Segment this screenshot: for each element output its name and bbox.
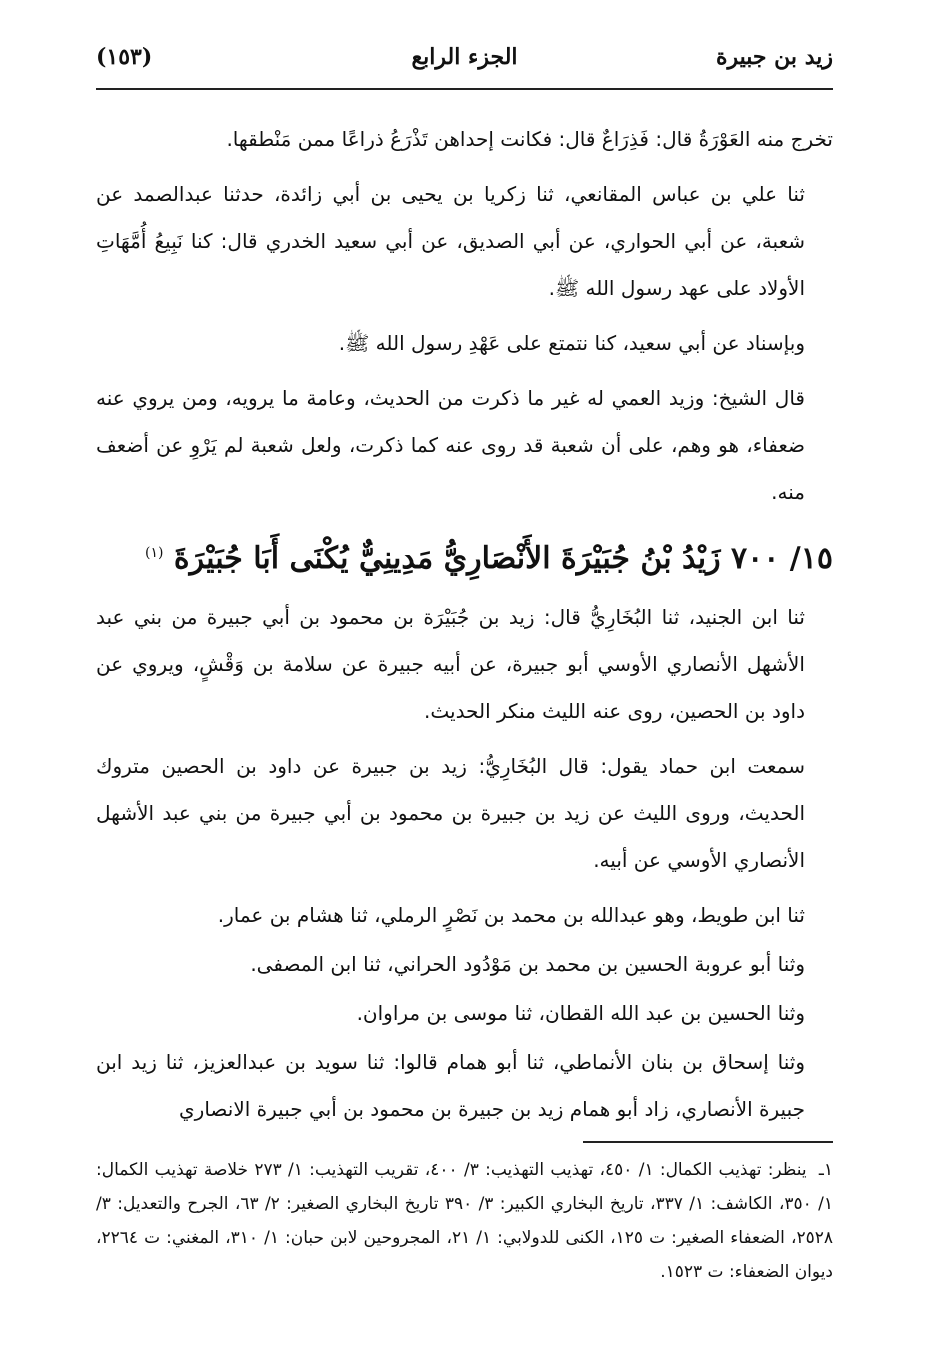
entry-heading-text: ١٥/ ٧٠٠ زَيْدُ بْنُ جُبَيْرَةَ الأَنْصَارِيُّ مَدِينِيٌّ يُكْنَى أَبَا جُبَيْرَةَ (173, 541, 833, 576)
footnote-divider (583, 1141, 833, 1143)
page-header (96, 34, 833, 80)
page-number: (١٥٣) (96, 44, 153, 70)
isnad-line-1: ثنا ابن طويط، وهو عبدالله بن محمد بن نَصْرٍ الرملي، ثنا هشام بن عمار. (217, 903, 805, 927)
footnote-marker: (١) (144, 545, 164, 561)
paragraph-3: وبإسناد عن أبي سعيد، كنا نتمتع على عَهْدِ رسول الله ﷺ. (338, 331, 805, 355)
footnote-text: ينظر: تهذيب الكمال: ١/ ٤٥٠، تهذيب التهذيب: ٣/ ٤٠٠، تقريب التهذيب: ١/ ٢٧٣ خلاصة تهذيب الكمال: ١/ ٣٥٠، الكاشف: ١/ ٣٣٧، تاريخ البخاري الكبير: ٣/ ٣٩٠ تاريخ البخاري الصغير: ٢/ ٦٣، الجرح والتعديل: ٣/ ٢٥٢٨، الضعفاء الصغير: ت ١٢٥، الكنى للدولابي: ١/ ٢١، المجروحين لابن حبان: ١/ ٣١٠، المغني: ت ٢٢٦٤، ديوان الضعفاء: ت ١٥٢٣. (96, 1160, 833, 1282)
paragraph-1: تخرج منه العَوْرَةُ قال: فَذِرَاعٌ قال: فكانت إحداهن تَذْرَعُ ذراعًا ممن مَنْطقها. (226, 127, 833, 151)
isnad-line-3: وثنا الحسين بن عبد الله القطان، ثنا موسى بن مراوان. (356, 1001, 805, 1025)
paragraph-4: قال الشيخ: وزيد العمي له غير ما ذكرت من الحديث، وعامة ما يرويه، ومن يروي عنه ضعفاء، هو وهم، على أن شعبة قد روى عنه كما ذكرت، ولعل شعبة لم يَرْوِ عن أضعف منه. (96, 386, 805, 504)
isnad-line-2: وثنا أبو عروبة الحسين بن محمد بن مَوْدُود الحراني، ثنا ابن المصفى. (250, 952, 805, 976)
paragraph-2: ثنا علي بن عباس المقانعي، ثنا زكريا بن يحيى بن أبي زائدة، حدثنا عبدالصمد عن شعبة، عن أبي الحواري، عن أبي الصديق، عن أبي سعيد الخدري قال: كنا نَبِيعُ أُمَّهَاتِ الأولاد على عهد رسول الله ﷺ. (96, 182, 805, 300)
entry-paragraph-1: ثنا ابن الجنيد، ثنا البُخَارِيُّ قال: زيد بن جُبَيْرَة بن محمود بن أبي جبيرة من بني عبد الأشهل الأنصاري الأوسي أبو جبيرة، عن أبيه جبيرة عن سلامة بن وَقْشٍ، ويروي عن داود بن الحصين، روى عنه الليث منكر الحديث. (96, 605, 805, 723)
entry-paragraph-2: سمعت ابن حماد يقول: قال البُخَارِيُّ: زيد بن جبيرة عن داود بن الحصين متروك الحديث، وروى الليث عن زيد بن جبيرة بن محمود بن أبي جبيرة من بني عبد الأشهل الأنصاري الأوسي عن أبيه. (96, 754, 805, 872)
running-title-center: الجزء الرابع (411, 44, 518, 70)
footnotes (96, 1153, 833, 1289)
running-title-right: زيد بن جبيرة (715, 44, 833, 70)
header-divider (96, 88, 833, 90)
entry-heading (96, 524, 833, 588)
footnote-number: ١ـ (818, 1160, 834, 1180)
final-paragraph: وثنا إسحاق بن بنان الأنماطي، ثنا أبو همام قالوا: ثنا سويد بن عبدالعزيز، ثنا زيد ابن جبيرة الأنصاري، زاد أبو همام زيد بن جبيرة بن محمود بن أبي جبيرة الانصاري (96, 1050, 805, 1121)
